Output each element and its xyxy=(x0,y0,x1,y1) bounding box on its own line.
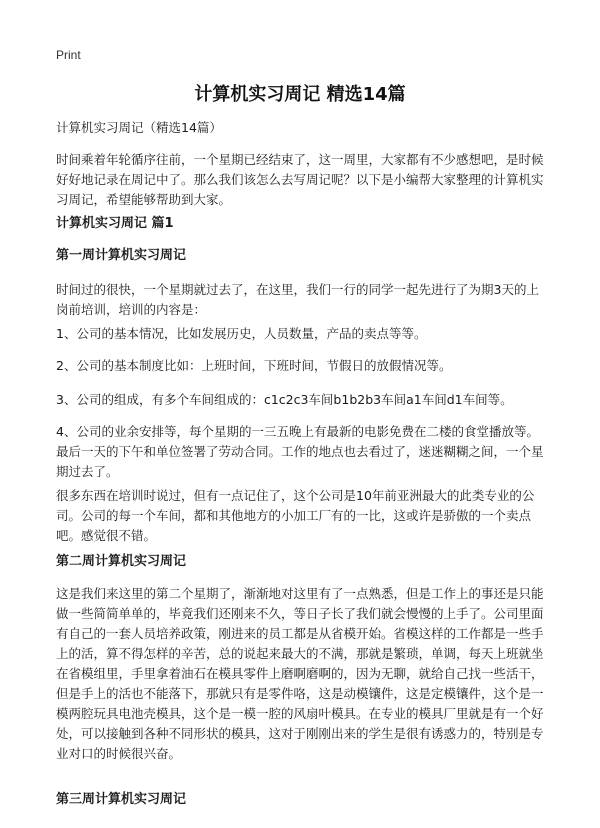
week1-paragraph-1: 时间过的很快，一个星期就过去了，在这里，我们一行的同学一起先进行了为期3天的上岗前培训，培训的内容是： xyxy=(56,282,539,317)
page-title: 计算机实习周记 精选14篇 xyxy=(194,84,406,105)
intro-paragraph: 时间乘着年轮循序往前，一个星期已经结束了，这一周里，大家都有不少感想吧，是时候好好地记录在周记中了。那么我们该怎么去写周记呢？以下是小编帮大家整理的计算机实习周记，希望能够帮助到大家。 xyxy=(56,152,544,207)
week1-list-item-2: 2、公司的基本制度比如：上班时间，下班时间，节假日的放假情况等。 xyxy=(56,358,452,373)
week1-heading: 第一周计算机实习周记 xyxy=(56,248,187,263)
article-heading: 计算机实习周记 篇1 xyxy=(56,216,174,231)
week2-paragraph-1: 这是我们来这里的第二个星期了，渐渐地对这里有了一点熟悉，但是工作上的事还是只能做一些简简单单的，毕竟我们还刚来不久，等日子长了我们就会慢慢的上手了。公司里面有自己的一套人员培养政策，刚进来的员工都是从省模开始。省模这样的工作都是一些手上的活，算不得怎样的辛苦，总的说起来最大的不满，那就是繁琐，单调，每天上班就坐在省模组里，手里拿着油石在模具零件上磨啊磨啊的，因为无聊，就给自己找一些活干，但是手上的活也不能落下，那就只有是零件咯，这是动模镶件，这是定模镶件，这个是一模两腔玩具电池壳模具，这个是一模一腔的风扇叶模具。在专业的模具厂里就是有一个好处，可以接触到各种不同形状的模具，这对于刚刚出来的学生是很有诱惑力的，特别是专业对口的时候很兴奋。 xyxy=(56,586,544,761)
week1-list-item-3: 3、公司的组成，有多个车间组成的：c1c2c3车间b1b2b3车间a1车间d1车间等。 xyxy=(56,392,513,407)
week2-heading: 第二周计算机实习周记 xyxy=(56,554,187,569)
subtitle: 计算机实习周记（精选14篇） xyxy=(56,120,222,135)
week3-heading: 第三周计算机实习周记 xyxy=(56,792,187,807)
week1-paragraph-2: 很多东西在培训时说过，但有一点记住了，这个公司是10年前亚洲最大的此类专业的公司。公司的每一个车间，都和其他地方的小加工厂有的一比，这或许是骄傲的一个卖点吧。感觉很不错。 xyxy=(56,488,535,543)
week1-list-item-1: 1、公司的基本情况，比如发展历史，人员数量，产品的卖点等等。 xyxy=(56,326,427,341)
print-link[interactable]: Print xyxy=(56,48,81,62)
week1-list-item-4: 4、公司的业余安排等，每个星期的一三五晚上有最新的电影免费在二楼的食堂播放等。最后一天的下午和单位签署了劳动合同。工作的地点也去看过了，迷迷糊糊之间，一个星期过去了。 xyxy=(56,424,544,479)
